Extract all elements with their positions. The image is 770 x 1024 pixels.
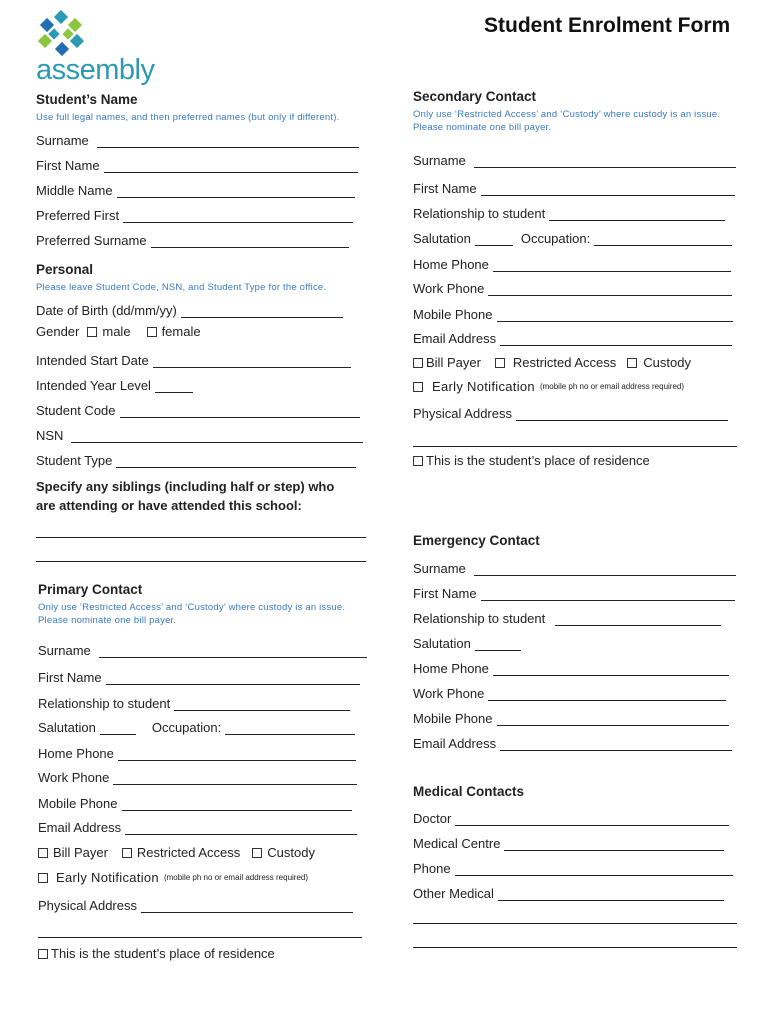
medical-centre-row: Medical Centre	[413, 833, 724, 851]
medical-phone-row: Phone	[413, 858, 733, 876]
primary-work-phone-input[interactable]	[113, 770, 357, 785]
primary-residence: This is the student’s place of residence	[38, 946, 275, 961]
nsn-row: NSN	[36, 425, 363, 443]
middle-name-input[interactable]	[117, 183, 355, 198]
secondary-work-phone-input[interactable]	[488, 281, 732, 296]
siblings-prompt: Specify any siblings (including half or step) who are attending or have attended this school:	[36, 479, 335, 513]
secondary-early-notification-checkbox[interactable]	[413, 382, 423, 392]
primary-bill-options: Bill Payer Restricted Access Custody	[38, 845, 315, 860]
female-checkbox[interactable]	[147, 327, 157, 337]
primary-first-name-row: First Name	[38, 667, 360, 685]
secondary-restricted-checkbox[interactable]	[495, 358, 505, 368]
emergency-home-phone-input[interactable]	[493, 661, 729, 676]
primary-early-notification: Early Notification (mobile ph no or email address required)	[38, 870, 308, 885]
emergency-email-input[interactable]	[500, 736, 732, 751]
primary-physical-address-row: Physical Address	[38, 895, 353, 913]
secondary-bill-options: Bill Payer Restricted Access Custody	[413, 355, 691, 370]
primary-surname-input[interactable]	[99, 643, 367, 658]
student-code-row: Student Code	[36, 400, 360, 418]
primary-bill-payer-checkbox[interactable]	[38, 848, 48, 858]
emergency-relationship-input[interactable]	[555, 611, 721, 626]
secondary-home-phone-input[interactable]	[493, 257, 731, 272]
dob-input[interactable]	[181, 303, 343, 318]
year-level-row: Intended Year Level	[36, 375, 193, 393]
primary-surname-row: Surname	[38, 640, 367, 658]
secondary-contact-note: Only use ‘Restricted Access’ and ‘Custody’ where custody is an issue. Please nominate one bill payer.	[413, 109, 721, 133]
secondary-email-input[interactable]	[500, 331, 732, 346]
secondary-contact-heading: Secondary Contact	[413, 89, 537, 104]
medical-contacts-heading: Medical Contacts	[413, 784, 525, 799]
first-name-input[interactable]	[104, 158, 358, 173]
emergency-contact-heading: Emergency Contact	[413, 533, 540, 548]
primary-contact-note: Only use ‘Restricted Access’ and ‘Custody’ where custody is an issue. Please nominate one bill payer.	[38, 602, 346, 626]
other-medical-row: Other Medical	[413, 883, 724, 901]
primary-home-phone-row: Home Phone	[38, 743, 356, 761]
dob-row: Date of Birth (dd/mm/yy)	[36, 300, 343, 318]
primary-occupation-input[interactable]	[225, 720, 355, 735]
secondary-relationship-row: Relationship to student	[413, 203, 725, 221]
secondary-early-notification: Early Notification (mobile ph no or email address required)	[413, 379, 684, 394]
emergency-mobile-phone-input[interactable]	[497, 711, 729, 726]
secondary-surname-input[interactable]	[474, 153, 736, 168]
primary-home-phone-input[interactable]	[118, 746, 356, 761]
primary-relationship-input[interactable]	[174, 696, 350, 711]
secondary-residence-checkbox[interactable]	[413, 456, 423, 466]
medical-centre-input[interactable]	[504, 836, 724, 851]
nsn-input[interactable]	[71, 428, 363, 443]
secondary-mobile-phone-row: Mobile Phone	[413, 304, 733, 322]
secondary-bill-payer-checkbox[interactable]	[413, 358, 423, 368]
other-medical-input[interactable]	[498, 886, 724, 901]
student-type-row: Student Type	[36, 450, 356, 468]
primary-restricted-checkbox[interactable]	[122, 848, 132, 858]
secondary-surname-row: Surname	[413, 150, 736, 168]
doctor-row: Doctor	[413, 808, 729, 826]
secondary-mobile-phone-input[interactable]	[497, 307, 733, 322]
emergency-surname-input[interactable]	[474, 561, 736, 576]
student-code-input[interactable]	[120, 403, 360, 418]
secondary-work-phone-row: Work Phone	[413, 278, 732, 296]
students-name-note: Use full legal names, and then preferred names (but only if different).	[36, 112, 340, 123]
secondary-first-name-row: First Name	[413, 178, 735, 196]
logo-text: assembly	[36, 54, 155, 86]
emergency-relationship-row: Relationship to student	[413, 608, 721, 626]
start-date-row: Intended Start Date	[36, 350, 351, 368]
doctor-input[interactable]	[455, 811, 729, 826]
siblings-line-1[interactable]	[36, 536, 366, 538]
secondary-email-row: Email Address	[413, 328, 732, 346]
primary-work-phone-row: Work Phone	[38, 767, 357, 785]
gender-row: Gender male female	[36, 324, 201, 339]
primary-residence-checkbox[interactable]	[38, 949, 48, 959]
form-title: Student Enrolment Form	[484, 14, 731, 37]
personal-note: Please leave Student Code, NSN, and Student Type for the office.	[36, 282, 327, 293]
secondary-custody-checkbox[interactable]	[627, 358, 637, 368]
secondary-salutation-row: Salutation Occupation:	[413, 228, 732, 246]
primary-physical-address-input[interactable]	[141, 898, 353, 913]
secondary-relationship-input[interactable]	[549, 206, 725, 221]
year-level-input[interactable]	[155, 378, 193, 393]
primary-mobile-phone-input[interactable]	[122, 796, 352, 811]
emergency-work-phone-input[interactable]	[488, 686, 726, 701]
logo-mark-icon	[38, 10, 88, 60]
primary-salutation-row: Salutation Occupation:	[38, 717, 355, 735]
emergency-home-phone-row: Home Phone	[413, 658, 729, 676]
surname-input[interactable]	[97, 133, 359, 148]
students-name-heading: Student’s Name	[36, 92, 138, 107]
start-date-input[interactable]	[153, 353, 351, 368]
secondary-home-phone-row: Home Phone	[413, 254, 731, 272]
primary-relationship-row: Relationship to student	[38, 693, 350, 711]
emergency-first-name-row: First Name	[413, 583, 735, 601]
preferred-surname-input[interactable]	[151, 233, 349, 248]
emergency-surname-row: Surname	[413, 558, 736, 576]
personal-heading: Personal	[36, 262, 94, 277]
middle-name-row: Middle Name	[36, 180, 355, 198]
primary-address-line-2[interactable]	[38, 936, 362, 938]
preferred-first-row: Preferred First	[36, 205, 353, 223]
primary-salutation-input[interactable]	[100, 720, 136, 735]
primary-email-input[interactable]	[125, 820, 357, 835]
emergency-work-phone-row: Work Phone	[413, 683, 726, 701]
primary-first-name-input[interactable]	[106, 670, 360, 685]
assembly-logo	[36, 10, 171, 90]
emergency-email-row: Email Address	[413, 733, 732, 751]
secondary-occupation-input[interactable]	[594, 231, 732, 246]
secondary-address-line-2[interactable]	[413, 445, 737, 447]
male-checkbox[interactable]	[87, 327, 97, 337]
secondary-first-name-input[interactable]	[481, 181, 735, 196]
secondary-residence: This is the student’s place of residence	[413, 453, 650, 468]
primary-custody-checkbox[interactable]	[252, 848, 262, 858]
emergency-salutation-input[interactable]	[475, 636, 521, 651]
primary-mobile-phone-row: Mobile Phone	[38, 793, 352, 811]
student-type-input[interactable]	[116, 453, 356, 468]
primary-early-notification-checkbox[interactable]	[38, 873, 48, 883]
secondary-physical-address-input[interactable]	[516, 406, 728, 421]
other-medical-line-3[interactable]	[413, 946, 737, 948]
emergency-mobile-phone-row: Mobile Phone	[413, 708, 729, 726]
surname-row: Surname	[36, 130, 359, 148]
secondary-physical-address-row: Physical Address	[413, 403, 728, 421]
medical-phone-input[interactable]	[455, 861, 733, 876]
other-medical-line-2[interactable]	[413, 922, 737, 924]
preferred-surname-row: Preferred Surname	[36, 230, 349, 248]
emergency-salutation-row: Salutation	[413, 633, 521, 651]
secondary-salutation-input[interactable]	[475, 231, 513, 246]
primary-contact-heading: Primary Contact	[38, 582, 143, 597]
first-name-row: First Name	[36, 155, 358, 173]
primary-email-row: Email Address	[38, 817, 357, 835]
preferred-first-input[interactable]	[123, 208, 353, 223]
siblings-line-2[interactable]	[36, 560, 366, 562]
emergency-first-name-input[interactable]	[481, 586, 735, 601]
